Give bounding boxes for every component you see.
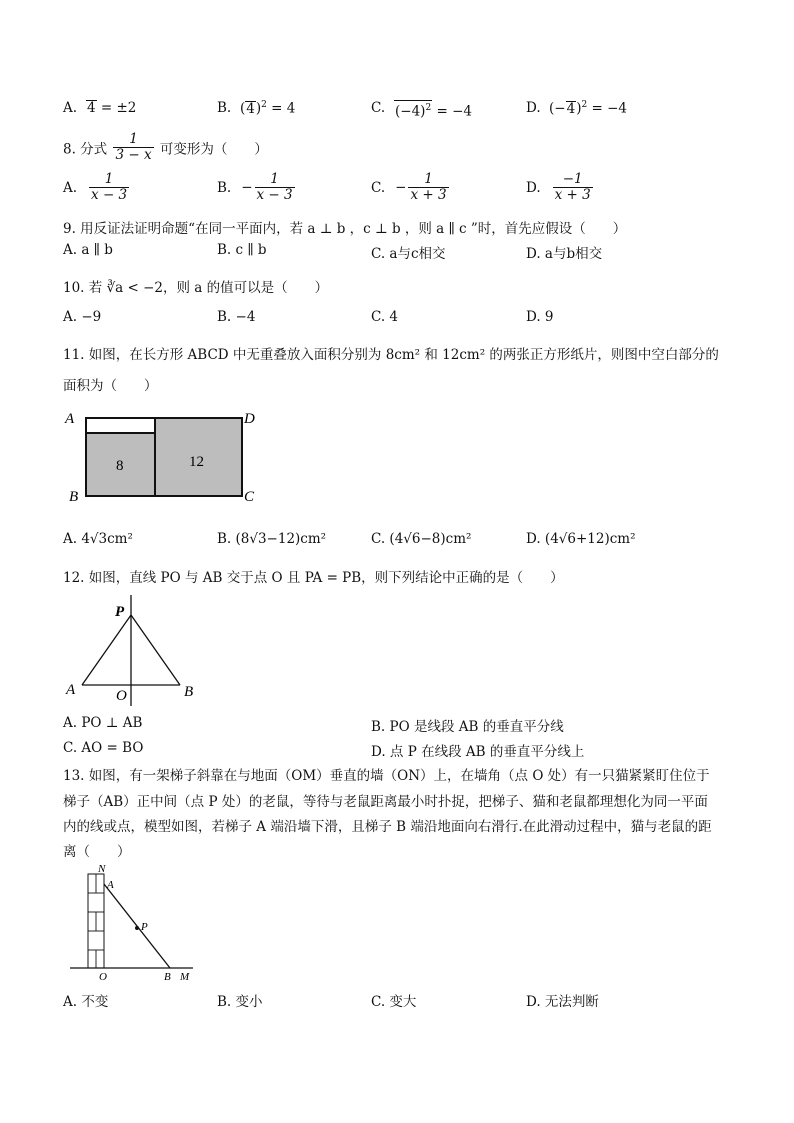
- q12-option-a: A. PO ⊥ AB: [63, 715, 143, 731]
- q11-stem-line1: 11. 如图，在长方形 ABCD 中无重叠放入面积分别为 8cm² 和 12cm² 的两张正方形纸片，则图中空白部分的: [63, 347, 719, 363]
- label-a: A: [66, 682, 76, 698]
- q7-option-d: D.: [526, 100, 541, 116]
- q7-option-a: A.: [63, 100, 78, 116]
- q8-stem: 8. 分式 $\frac{1}{3 - x}$ 可变形为（ ）: [63, 131, 268, 163]
- q13-option-c: C. 变大: [371, 994, 417, 1010]
- label-b: B: [164, 971, 171, 982]
- label-a: A: [65, 411, 75, 427]
- q13-stem-line2: 梯子（AB）正中间（点 P 处）的老鼠，等待与老鼠距离最小时扑捉，把梯子、猫和老鼠都理想化为同一平面: [63, 794, 708, 810]
- q13-option-d: D. 无法判断: [526, 994, 599, 1010]
- q13-stem-line3: 内的线或点，模型如图，若梯子 A 端沿墙下滑，且梯子 B 端沿地面向右滑行.在此滑动过程中，猫与老鼠的距: [63, 819, 712, 835]
- point-p: [135, 926, 139, 930]
- q9-stem: 9. 用反证法证明命题“在同一平面内，若 a ⊥ b ，c ⊥ b ，则 a ∥ c ”时，首先应假设（ ）: [63, 221, 627, 237]
- q12-option-d: D. 点 P 在线段 AB 的垂直平分线上: [371, 744, 585, 760]
- q12-option-c: C. AO = BO: [63, 740, 144, 756]
- segment-pb: [131, 615, 180, 685]
- q10-option-d: D. 9: [526, 309, 554, 325]
- q11-option-b: B. (8√3−12)cm²: [217, 531, 327, 547]
- q8-option-a: A. $\frac{1}{x - 3}$: [63, 171, 128, 203]
- q13-option-b: B. 变小: [217, 994, 263, 1010]
- q11-figure: [60, 405, 270, 505]
- q8-option-b: B. − $\frac{1}{x - 3}$: [217, 171, 293, 203]
- q7-option-b: B.: [217, 100, 232, 116]
- q7-option-b-expr: $(4)^2 = 4$: [240, 100, 296, 117]
- label-a: A: [107, 879, 114, 891]
- label-p: P: [141, 921, 148, 933]
- label-b: B: [184, 684, 194, 700]
- q13-stem-line1: 13. 如图，有一架梯子斜靠在与地面（OM）垂直的墙（ON）上，在墙角（点 O 处）有一只猫紧紧盯住位于: [63, 768, 710, 784]
- q9-option-b: B. c ∥ b: [217, 242, 267, 258]
- q11-option-d: D. (4√6+12)cm²: [526, 531, 636, 547]
- label-o: O: [99, 971, 107, 982]
- q12-option-b: B. PO 是线段 AB 的垂直平分线: [371, 719, 564, 735]
- q13-figure: [65, 862, 205, 982]
- q9-option-d: D. a与b相交: [526, 246, 603, 262]
- label-b: B: [69, 489, 79, 505]
- q12-figure: [62, 590, 212, 710]
- q10-option-b: B. −4: [217, 309, 256, 325]
- label-area-12: 12: [189, 454, 204, 470]
- label-d: D: [244, 411, 255, 427]
- q10-option-a: A. −9: [63, 309, 102, 325]
- label-m: M: [180, 971, 190, 982]
- q10-stem: 10. 若 ∛a < −2，则 a 的值可以是（ ）: [63, 280, 329, 296]
- q10-option-c: C. 4: [371, 309, 399, 325]
- q12-stem: 12. 如图，直线 PO 与 AB 交于点 O 且 PA = PB，则下列结论中正确的是（ ）: [63, 570, 564, 586]
- label-c: C: [244, 489, 255, 505]
- q13-option-a: A. 不变: [63, 994, 109, 1010]
- q9-option-a: A. a ∥ b: [63, 242, 113, 258]
- label-area-8: 8: [116, 458, 124, 474]
- q7-option-a-expr: 4 = ±2: [87, 100, 137, 116]
- q7-option-d-expr: $(-4)^2 = -4$: [549, 100, 627, 117]
- q13-stem-line4: 离（ ）: [63, 844, 131, 860]
- q8-option-c: C. − $\frac{1}{x + 3}$: [371, 171, 447, 203]
- q8-option-d: D. $\frac{-1}{x + 3}$: [526, 171, 591, 203]
- q11-option-c: C. (4√6−8)cm²: [371, 531, 472, 547]
- label-n: N: [98, 863, 106, 875]
- q9-option-c: C. a与c相交: [371, 246, 446, 262]
- segment-pa: [82, 615, 131, 685]
- q11-option-a: A. 4√3cm²: [63, 531, 133, 547]
- q7-option-c: C.: [371, 100, 386, 116]
- label-p: P: [115, 604, 125, 620]
- label-o: O: [116, 688, 127, 704]
- q7-option-c-expr: $(-4)^2 = -4$: [394, 100, 472, 120]
- q11-stem-line2: 面积为（ ）: [63, 378, 158, 394]
